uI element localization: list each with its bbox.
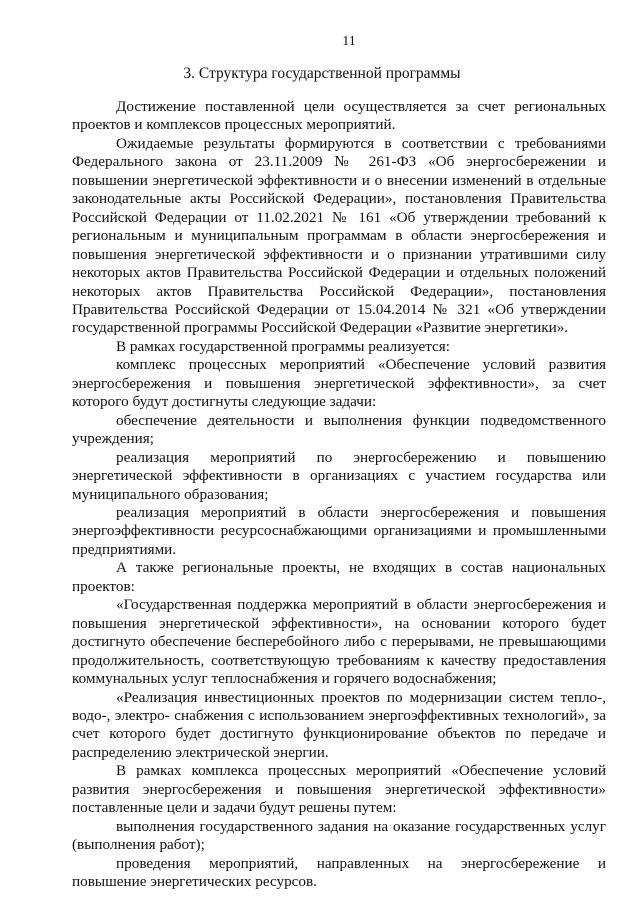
body-text xyxy=(72,98,606,891)
paragraph: проведения мероприятий, направленных на энергосбережение и повышение энергетических ресурсов. xyxy=(72,854,606,891)
paragraph: обеспечение деятельности и выполнения функции подведомственного учреждения; xyxy=(72,411,606,448)
paragraph: Достижение поставленной цели осуществляется за счет региональных проектов и комплексов процессных мероприятий. xyxy=(72,98,606,134)
page-number: 11 xyxy=(342,34,356,49)
paragraph: В рамках государственной программы реализуется: xyxy=(116,337,450,355)
section-title: 3. Структура государственной программы xyxy=(183,65,461,82)
paragraph: комплекс процессных мероприятий «Обеспечение условий развития энергосбережения и повышения энергетической эффективности», за счет которого будут достигнуты следующие задачи: xyxy=(72,356,606,411)
paragraph: выполнения государственного задания на оказание государственных услуг (выполнения работ); xyxy=(72,817,606,854)
paragraph: «Реализация инвестиционных проектов по модернизации систем тепло-, водо-, электро- снабжения с использованием энергоэффективных технологий», за счет которого будет достигнуто функционирование объектов по передаче и распределению электрической энергии. xyxy=(72,688,606,761)
paragraph: реализация мероприятий в области энергосбережения и повышения энергоэффективности ресурсоснабжающими организациями и промышленными предприятиями. xyxy=(72,503,606,558)
paragraph: В рамках комплекса процессных мероприятий «Обеспечение условий развития энергосбережения и повышения энергетической эффективности» поставленные цели и задачи будут решены путем: xyxy=(72,762,606,817)
paragraph: реализация мероприятий по энергосбережению и повышению энергетической эффективности в организациях с участием государства или муниципального образования; xyxy=(72,448,606,503)
paragraph: А также региональные проекты, не входящих в состав национальных проектов: xyxy=(72,559,606,595)
paragraph: Ожидаемые результаты формируются в соответствии с требованиями Федерального закона от 23.11.2009 № 261-ФЗ «Об энергосбережении и повышении энергетической эффективности и о внесении изменений в отдельные законодательные акты Российской Федерации», постановления Правительства Российской Федерации от 11.02.2021 № 161 «Об утверждении требований к региональным и муниципальным программам в области энергосбережения и повышения энергетической эффективности и о признании утратившими силу некоторых актов Правительства Российской Федерации и отдельных положений некоторых актов Правительства Российской Федерации», постановления Правительства Российской Федерации от 15.04.2014 № 321 «Об утверждении государственной программы Российской Федерации «Развитие энергетики». xyxy=(72,134,606,337)
paragraph: «Государственная поддержка мероприятий в области энергосбережения и повышения энергетической эффективности», на основании которого будет достигнуто обеспечение бесперебойного либо с перерывами, не превышающими продолжительность, соответствующую требованиям к качеству предоставления коммунальных услуг теплоснабжения и горячего водоснабжения; xyxy=(72,596,606,688)
